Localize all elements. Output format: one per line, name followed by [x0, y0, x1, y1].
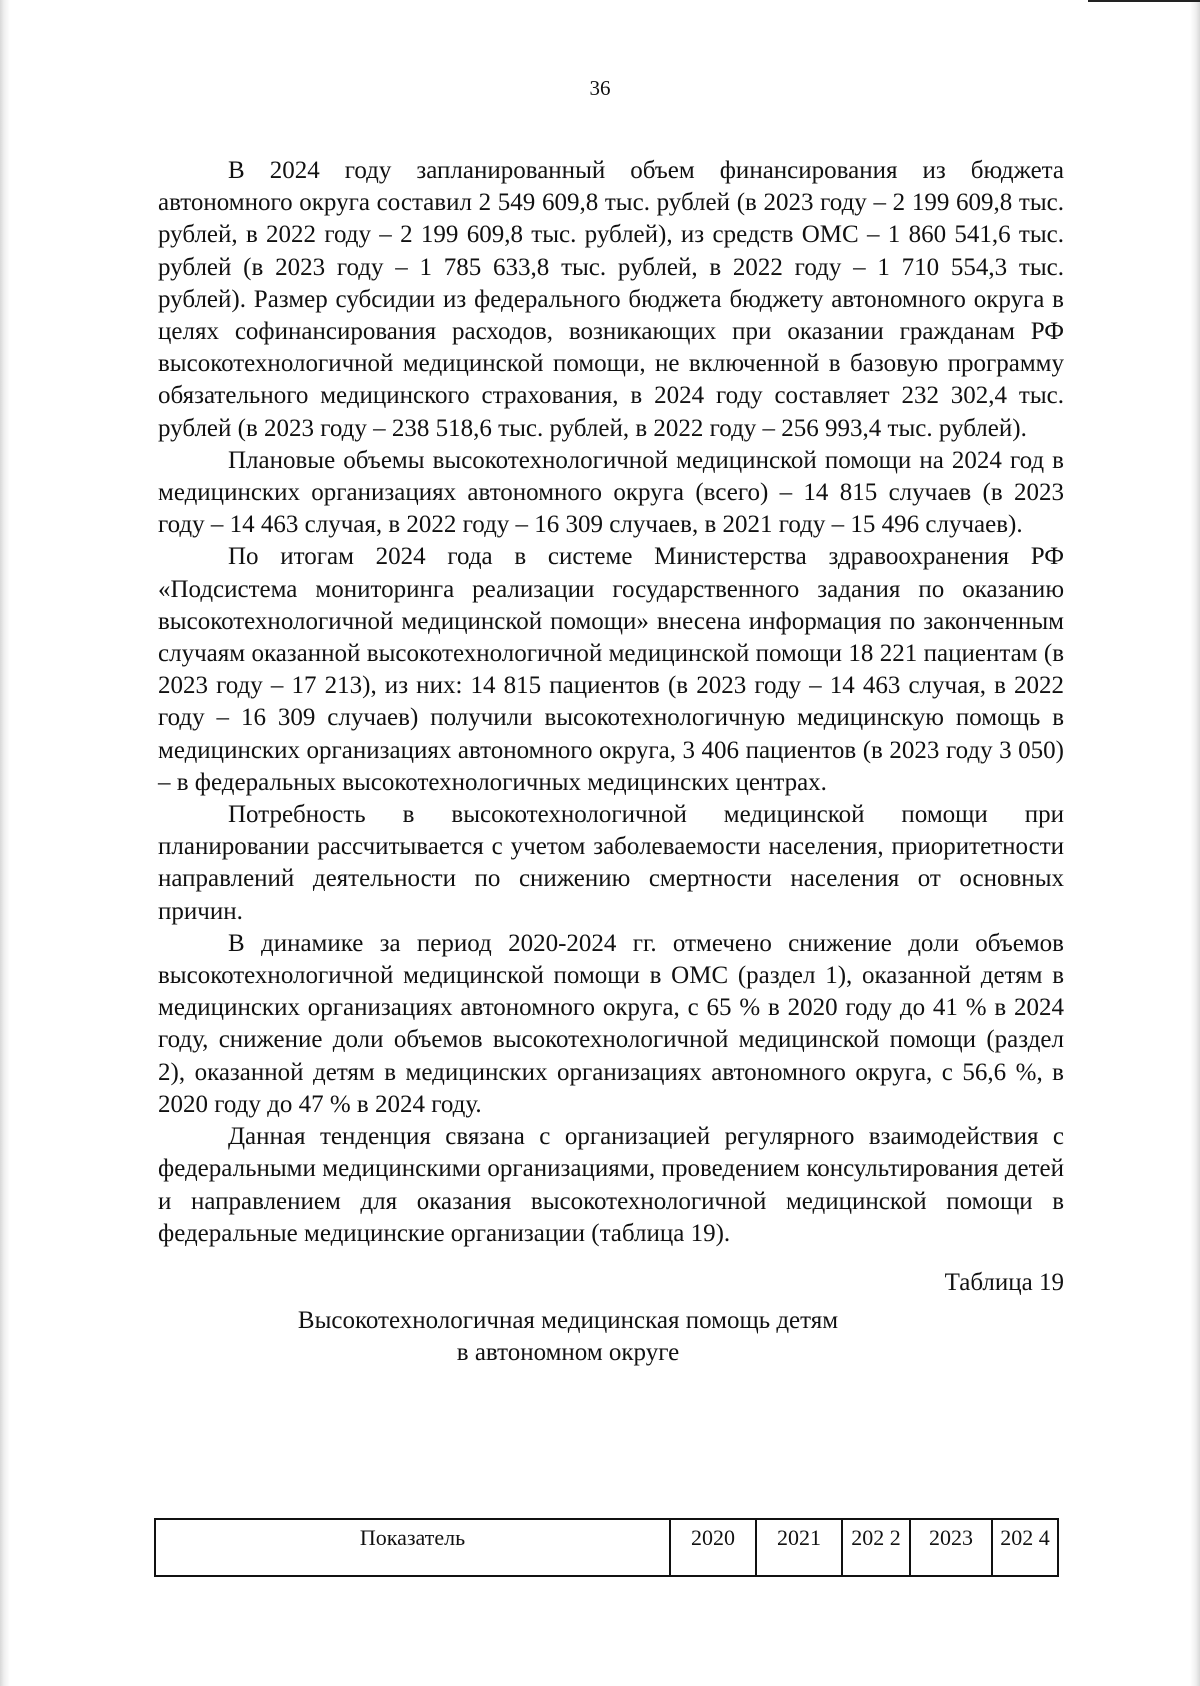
paragraph-trend: Данная тенденция связана с организацией регулярного взаимодействия с федеральными медицинскими организациями, проведением консультирования детей и направлением для оказания высокотехнологичной медицинской помощи в федеральные медицинские организации (таблица 19).	[158, 1123, 1064, 1247]
paragraph-planned-volumes: Плановые объемы высокотехнологичной медицинской помощи на 2024 год в медицинских организациях автономного округа (всего) – 14 815 случаев (в 2023 году – 14 463 случая, в 2022 году – 16 309 случаев, в 2021 году – 15 496 случаев).	[158, 446, 1064, 539]
header-year-2024: 202 4	[992, 1519, 1058, 1576]
header-indicator: Показатель	[155, 1519, 670, 1576]
header-year-2023: 2023	[910, 1519, 992, 1576]
header-year-2022: 202 2	[842, 1519, 910, 1576]
paragraph-demand: Потребность в высокотехнологичной медицинской помощи при планировании рассчитывается с учетом заболеваемости населения, приоритетности направлений деятельности по снижению смертности населения от основных причин.	[158, 801, 1064, 925]
header-year-2020: 2020	[670, 1519, 756, 1576]
data-table	[154, 1518, 1059, 1577]
paragraph-dynamics: В динамике за период 2020-2024 гг. отмечено снижение доли объемов высокотехнологичной медицинской помощи в ОМС (раздел 1), оказанной детям в медицинских организациях автономного округа, с 65 % в 2020 году до 41 % в 2024 году, снижение доли объемов высокотехнологичной медицинской помощи (раздел 2), оказанной детям в медицинских организациях автономного округа, с 56,6 %, в 2020 году до 47 % в 2024 году.	[158, 929, 1064, 1118]
paragraph-financing: В 2024 году запланированный объем финансирования из бюджета автономного округа составил 2 549 609,8 тыс. рублей (в 2023 году – 2 199 609,8 тыс. рублей, в 2022 году – 2 199 609,8 тыс. рублей), из средств ОМС – 1 860 541,6 тыс. рублей (в 2023 году – 1 785 633,8 тыс. рублей, в 2022 году – 1 710 554,3 тыс. рублей). Размер субсидии из федерального бюджета бюджету автономного округа в целях софинансирования расходов, возникающих при оказании гражданам РФ высокотехнологичной медицинской помощи, не включенной в базовую программу обязательного медицинского страхования, в 2024 году составляет 232 302,4 тыс. рублей (в 2023 году – 238 518,6 тыс. рублей, в 2022 году – 256 993,4 тыс. рублей).	[158, 157, 1064, 442]
table-header-row	[155, 1519, 1058, 1576]
table-title-line-1: Высокотехнологичная медицинская помощь детям	[297, 1307, 839, 1335]
scan-top-line	[1088, 0, 1200, 2]
document-body	[158, 155, 1064, 1370]
scan-edge-left	[0, 0, 10, 1686]
paragraph-monitoring-results: По итогам 2024 года в системе Министерства здравоохранения РФ «Подсистема мониторинга реализации государственного задания по оказанию высокотехнологичной медицинской помощи» внесена информация по законченным случаям оказанной высокотехнологичной медицинской помощи 18 221 пациентам (в 2023 году – 17 213), из них: 14 815 пациентов (в 2023 году – 14 463 случая, в 2022 году – 16 309 случаев) получили высокотехнологичную медицинскую помощь в медицинских организациях автономного округа, 3 406 пациентов (в 2023 году 3 050) – в федеральных высокотехнологичных медицинских центрах.	[158, 543, 1064, 796]
table-title	[158, 1305, 978, 1369]
table-title-line-2: в автономном округе	[456, 1339, 680, 1367]
table-caption: Таблица 19	[944, 1268, 1064, 1296]
page-number: 36	[589, 76, 611, 100]
header-year-2021: 2021	[756, 1519, 842, 1576]
scan-edge-right	[1190, 0, 1200, 1686]
